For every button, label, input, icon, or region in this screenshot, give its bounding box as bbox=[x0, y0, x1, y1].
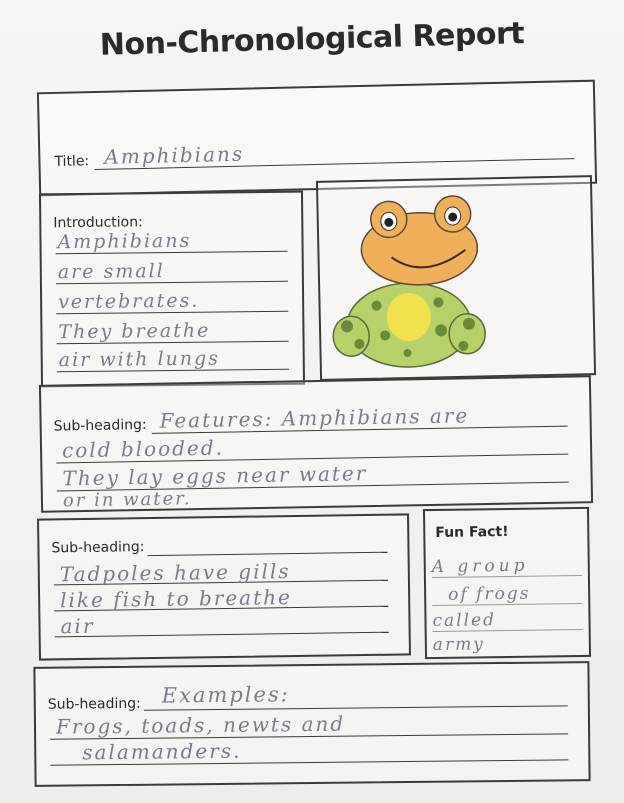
sub3-handwriting-1: Examples: bbox=[161, 682, 290, 708]
intro-handwriting-5: air with lungs bbox=[58, 347, 221, 372]
title-label: Title: bbox=[54, 153, 90, 170]
page-title: Non-Chronological Report bbox=[99, 16, 525, 63]
subheading-2-label: Sub-heading: bbox=[51, 539, 145, 557]
sub2-handwriting-3: air bbox=[60, 613, 95, 639]
subheading-1-box bbox=[39, 375, 593, 513]
intro-handwriting-1: Amphibians bbox=[57, 229, 192, 254]
sub3-handwriting-2: Frogs, toads, newts and bbox=[55, 711, 346, 739]
subheading-3-box bbox=[33, 661, 590, 787]
sub1-handwriting-3: They lay eggs near water bbox=[62, 461, 368, 491]
fun-handwriting-4: army bbox=[432, 634, 485, 656]
sub2-line-1 bbox=[148, 552, 388, 556]
intro-handwriting-2: are small bbox=[57, 260, 165, 284]
sub1-handwriting-1: Features: Amphibians are bbox=[159, 403, 470, 433]
introduction-label: Introduction: bbox=[53, 214, 143, 232]
sub2-handwriting-2: like fish to breathe bbox=[60, 585, 293, 613]
fun-handwriting-3: called bbox=[432, 610, 497, 632]
sub2-handwriting-1: Tadpoles have gills bbox=[59, 559, 291, 587]
fun-fact-box bbox=[423, 507, 591, 659]
picture-box bbox=[316, 175, 596, 381]
sub1-handwriting-2: cold blooded. bbox=[61, 435, 225, 463]
sub2-line-4 bbox=[55, 632, 389, 638]
title-handwriting: Amphibians bbox=[104, 141, 245, 169]
fun-fact-label: Fun Fact! bbox=[435, 523, 509, 541]
subheading-3-label: Sub-heading: bbox=[47, 695, 141, 713]
sub1-handwriting-4: or in water. bbox=[62, 488, 192, 512]
subheading-2-box bbox=[37, 513, 411, 660]
fun-handwriting-2: of frogs bbox=[448, 583, 531, 605]
intro-handwriting-4: They breathe bbox=[58, 319, 211, 344]
subheading-1-label: Sub-heading: bbox=[53, 416, 147, 435]
intro-handwriting-3: vertebrates. bbox=[58, 289, 200, 314]
frog-drawing-icon bbox=[326, 183, 510, 377]
introduction-box bbox=[39, 191, 305, 388]
fun-handwriting-1: A group bbox=[431, 555, 529, 578]
sub3-handwriting-3: salamanders. bbox=[82, 738, 242, 765]
